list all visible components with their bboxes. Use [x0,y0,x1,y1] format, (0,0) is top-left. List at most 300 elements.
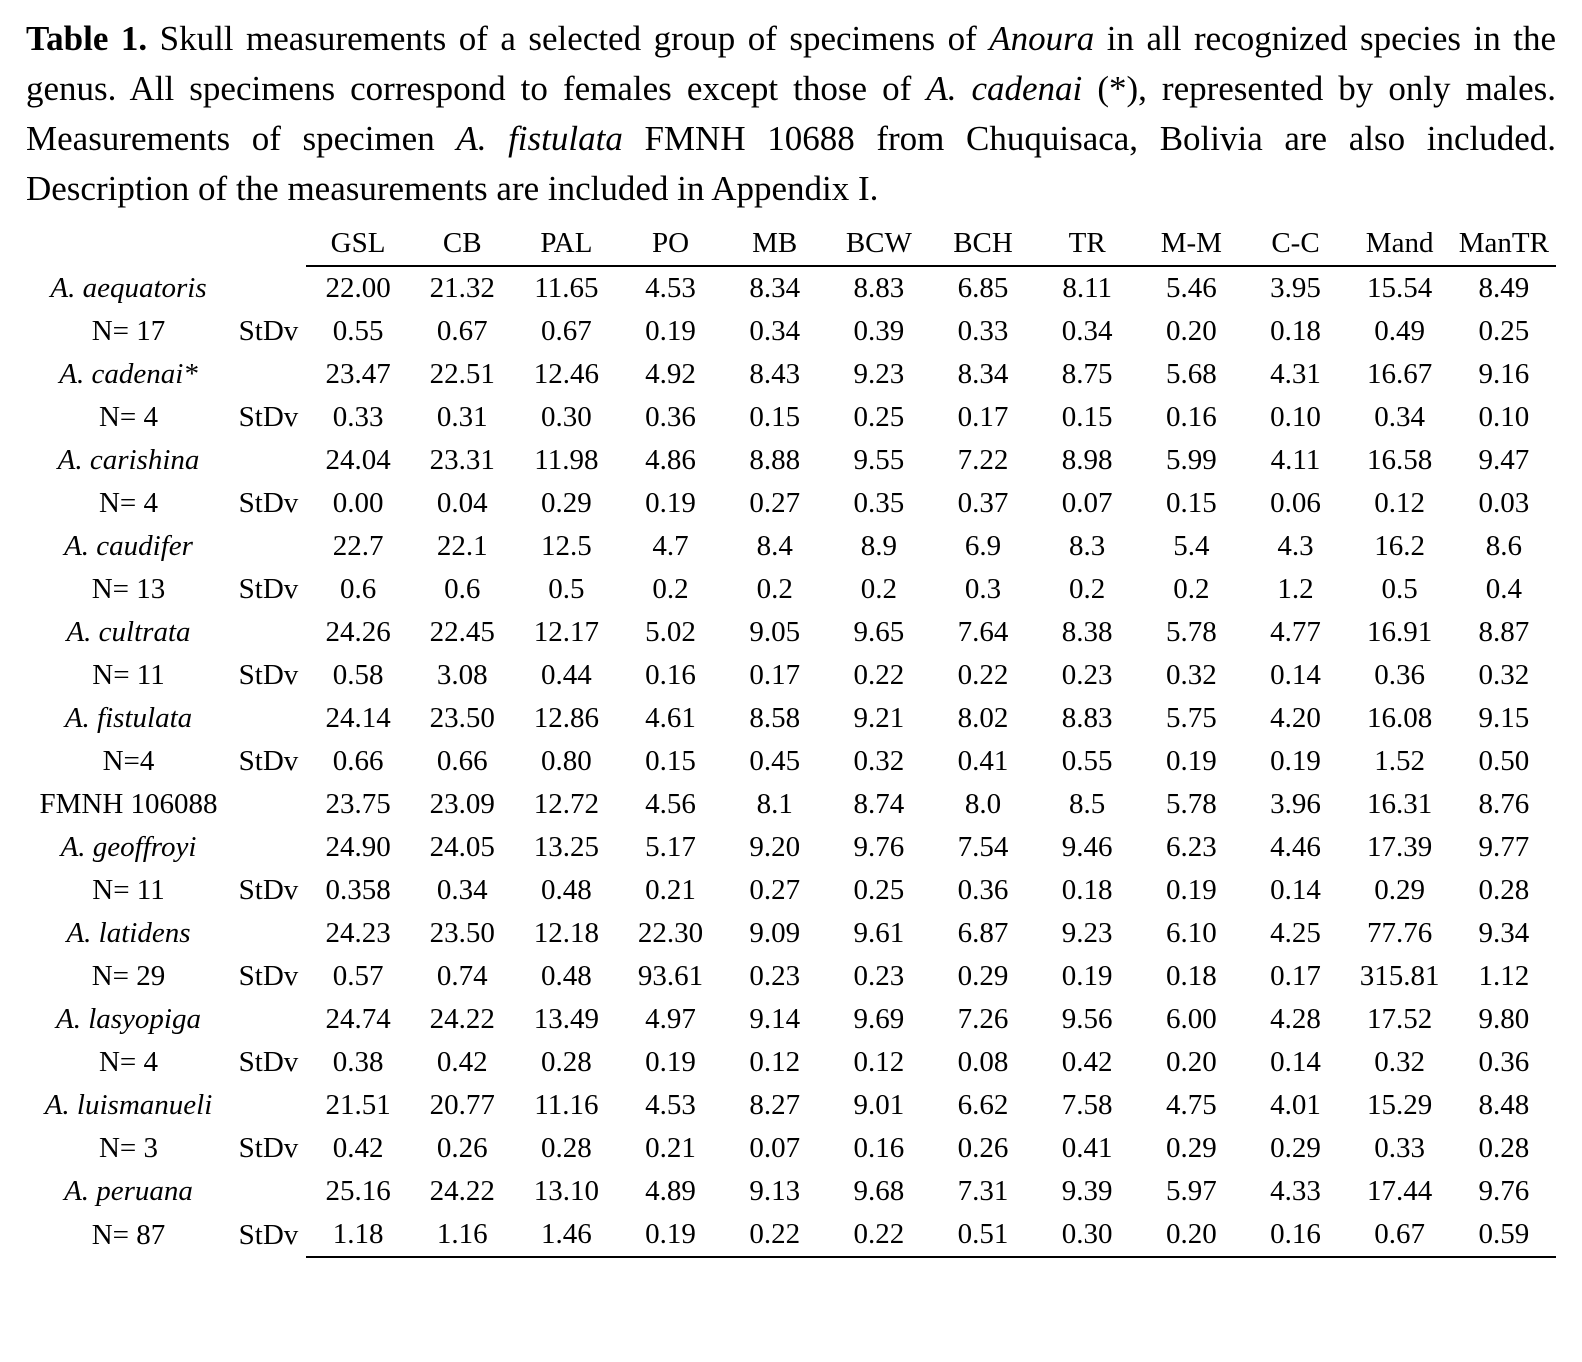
value-cell: 0.2 [1069,573,1106,606]
table-row [26,912,1556,955]
value-cell: 9.05 [749,616,801,649]
stdv-cell [231,439,306,482]
value-cell: 9.47 [1478,444,1530,477]
value-cell: 0.34 [436,874,488,907]
value-cell: 8.5 [1069,788,1106,821]
value-cell: 0.55 [332,315,384,348]
caption-text: in all recognized species in the genus. All specimens correspond to females except those of [26,19,1557,109]
header-spacer-name [26,222,231,266]
value-cell: 9.55 [853,444,905,477]
species-cell: A. carishina [57,444,200,477]
value-cell: 6.23 [1165,831,1217,864]
value-cell: 24.22 [429,1003,495,1036]
value-cell: 0.42 [1061,1046,1113,1079]
value-cell: 5.17 [645,831,696,864]
value-cell: 0.21 [645,1132,696,1165]
value-cell: 4.33 [1270,1175,1321,1208]
value-cell: 9.34 [1478,917,1530,950]
species-cell: A. aequatoris [50,271,207,304]
row-label-cell: FMNH 106088 [39,788,218,821]
value-cell: 11.65 [534,272,599,305]
table-row [26,1041,1556,1084]
table-row [26,310,1556,353]
value-cell: 0.23 [1061,659,1113,692]
table-row [26,826,1556,869]
column-header: TR [1035,222,1139,266]
value-cell: 0.25 [1478,315,1530,348]
value-cell: 21.32 [429,272,495,305]
value-cell: 0.36 [1478,1046,1530,1079]
value-cell: 22.30 [637,917,704,950]
value-cell: 0.5 [1381,573,1418,606]
species-cell: A. caudifer [64,530,193,563]
value-cell: 0.20 [1139,1213,1243,1257]
row-label-cell: N= 3 [98,1132,159,1165]
value-cell: 4.31 [1270,358,1321,391]
table-row [26,568,1556,611]
value-cell: 0.41 [957,745,1009,778]
value-cell: 0.10 [1270,401,1321,434]
value-cell: 4.25 [1270,917,1321,950]
value-cell: 0.67 [436,315,488,348]
value-cell: 0.34 [1374,401,1426,434]
row-label-cell: N= 29 [91,960,166,993]
value-cell: 7.64 [957,616,1009,649]
value-cell: 0.66 [436,745,488,778]
value-cell: 0.34 [1061,315,1113,348]
value-cell: 0.30 [541,401,592,434]
value-cell: 0.4 [1485,573,1522,606]
value-cell: 0.22 [853,659,905,692]
value-cell: 0.16 [1165,401,1217,434]
row-label-cell: N= 11 [92,659,165,692]
value-cell: 24.22 [429,1175,495,1208]
stdv-cell [231,826,306,869]
caption-text: FMNH 10688 from Chuquisaca, Bolivia are also included. Description of the measurements are included in Appendix I. [26,119,1556,209]
value-cell: 11.16 [534,1089,599,1122]
value-cell: 8.87 [1478,616,1530,649]
value-cell: 4.56 [645,788,696,821]
measurements-table [26,222,1556,1258]
column-header: GSL [306,222,410,266]
value-cell: 23.09 [429,788,495,821]
column-header: PAL [514,222,618,266]
value-cell: 1.12 [1478,960,1530,993]
value-cell: 16.67 [1367,358,1433,391]
table-row [26,654,1556,697]
column-header: M-M [1139,222,1243,266]
value-cell: 17.52 [1367,1003,1433,1036]
value-cell: 12.86 [533,702,600,735]
value-cell: 0.32 [1478,659,1530,692]
value-cell: 0.19 [618,1213,722,1257]
value-cell: 0.19 [645,1046,696,1079]
table-row [26,1127,1556,1170]
value-cell: 0.39 [853,315,905,348]
value-cell: 6.10 [1165,917,1217,950]
value-cell: 0.67 [1348,1213,1452,1257]
value-cell: 0.12 [749,1046,801,1079]
value-cell: 25.16 [325,1175,391,1208]
value-cell: 0.28 [1478,1132,1530,1165]
stdv-cell [231,1170,306,1213]
value-cell: 4.3 [1277,530,1314,563]
column-header: BCW [827,222,931,266]
value-cell: 0.29 [541,487,592,520]
value-cell: 0.28 [541,1132,592,1165]
stdv-cell: StDv [238,401,299,434]
value-cell: 11.98 [534,444,599,477]
row-label-cell: N= 11 [92,874,165,907]
value-cell: 0.29 [1165,1132,1217,1165]
value-cell: 6.85 [957,272,1009,305]
value-cell: 23.47 [325,358,391,391]
value-cell: 9.61 [853,917,905,950]
value-cell: 22.45 [429,616,495,649]
value-cell: 0.37 [957,487,1009,520]
value-cell: 24.26 [325,616,391,649]
value-cell: 8.1 [756,788,793,821]
value-cell: 315.81 [1359,960,1440,993]
row-label-cell: N= 13 [91,573,166,606]
table-row [26,740,1556,783]
value-cell: 3.95 [1270,272,1321,305]
value-cell: 0.33 [332,401,384,434]
value-cell: 0.42 [436,1046,488,1079]
value-cell: 8.6 [1485,530,1522,563]
species-cell: A. luismanueli [44,1089,213,1122]
value-cell: 0.6 [339,573,377,606]
value-cell: 0.25 [853,401,905,434]
value-cell: 0.6 [444,573,481,606]
value-cell: 0.14 [1270,1046,1321,1079]
value-cell: 16.58 [1367,444,1433,477]
value-cell: 0.07 [1061,487,1113,520]
value-cell: 8.76 [1478,788,1530,821]
value-cell: 5.02 [645,616,696,649]
table-row [26,482,1556,525]
value-cell: 0.36 [957,874,1009,907]
value-cell: 16.91 [1367,616,1433,649]
stdv-cell: StDv [238,1046,299,1079]
value-cell: 5.68 [1165,358,1217,391]
species-cell: A. cultrata [66,616,191,649]
value-cell: 0.59 [1452,1213,1556,1257]
value-cell: 0.23 [853,960,905,993]
value-cell: 4.46 [1270,831,1321,864]
value-cell: 0.03 [1478,487,1530,520]
value-cell: 9.14 [749,1003,801,1036]
stdv-cell [231,1084,306,1127]
value-cell: 13.10 [533,1175,600,1208]
row-label-cell: N=4 [102,745,155,778]
value-cell: 9.15 [1478,702,1530,735]
value-cell: 24.90 [325,831,391,864]
value-cell: 8.83 [853,272,905,305]
value-cell: 0.2 [860,573,897,606]
value-cell: 4.86 [645,444,696,477]
value-cell: 3.08 [436,659,488,692]
value-cell: 16.2 [1374,530,1426,563]
value-cell: 0.51 [931,1213,1035,1257]
value-cell: 0.41 [1061,1132,1113,1165]
value-cell: 1.16 [410,1213,514,1257]
value-cell: 8.75 [1061,358,1113,391]
value-cell: 0.15 [1165,487,1217,520]
value-cell: 22.1 [436,530,488,563]
value-cell: 0.19 [1165,874,1217,907]
value-cell: 8.34 [749,272,801,305]
row-label-cell: N= 4 [98,487,159,520]
stdv-cell: StDv [238,1218,299,1251]
value-cell: 0.19 [645,315,696,348]
value-cell: 7.26 [957,1003,1009,1036]
value-cell: 0.67 [541,315,592,348]
table-row [26,955,1556,998]
stdv-cell [231,611,306,654]
value-cell: 9.46 [1061,831,1113,864]
value-cell: 5.46 [1165,272,1217,305]
value-cell: 9.23 [1061,917,1113,950]
caption-label: Table 1. [26,19,148,58]
species-cell: A. fistulata [64,702,193,735]
value-cell: 0.34 [749,315,801,348]
value-cell: 1.2 [1277,573,1314,606]
caption-text: (*), represented by only males. Measurements of specimen [26,69,1556,159]
row-label-cell: N= 4 [98,1046,159,1079]
value-cell: 0.18 [1165,960,1217,993]
caption-text: Skull measurements of a selected group of specimens of [147,19,990,58]
value-cell: 0.16 [853,1132,905,1165]
value-cell: 0.22 [723,1213,827,1257]
value-cell: 12.18 [533,917,600,950]
value-cell: 0.74 [436,960,488,993]
value-cell: 4.11 [1270,444,1321,477]
value-cell: 1.52 [1374,745,1426,778]
value-cell: 9.21 [853,702,905,735]
value-cell: 0.55 [1061,745,1113,778]
value-cell: 0.44 [541,659,592,692]
value-cell: 17.39 [1367,831,1433,864]
value-cell: 0.17 [957,401,1009,434]
value-cell: 16.31 [1367,788,1433,821]
value-cell: 0.25 [853,874,905,907]
value-cell: 6.00 [1165,1003,1217,1036]
value-cell: 0.2 [1173,573,1210,606]
value-cell: 8.49 [1478,272,1530,305]
value-cell: 4.53 [645,1089,696,1122]
value-cell: 0.49 [1374,315,1426,348]
value-cell: 6.87 [957,917,1009,950]
value-cell: 8.11 [1062,272,1113,305]
value-cell: 9.20 [749,831,801,864]
species-cell: A. cadenai* [59,358,198,391]
value-cell: 0.16 [645,659,696,692]
value-cell: 4.28 [1270,1003,1321,1036]
value-cell: 23.75 [325,788,391,821]
value-cell: 9.76 [1478,1175,1530,1208]
value-cell: 8.48 [1478,1089,1530,1122]
value-cell: 17.44 [1367,1175,1433,1208]
value-cell: 4.53 [645,272,696,305]
value-cell: 0.50 [1478,745,1530,778]
value-cell: 20.77 [429,1089,495,1122]
value-cell: 0.10 [1478,401,1530,434]
stdv-cell: StDv [238,573,299,606]
value-cell: 7.22 [957,444,1009,477]
value-cell: 4.89 [645,1175,696,1208]
value-cell: 9.68 [853,1175,905,1208]
value-cell: 0.36 [1374,659,1426,692]
value-cell: 0.23 [749,960,801,993]
column-header: Mand [1348,222,1452,266]
value-cell: 8.83 [1061,702,1113,735]
value-cell: 9.13 [749,1175,801,1208]
column-header: BCH [931,222,1035,266]
table-caption [26,14,1556,214]
species-cell: A. peruana [64,1175,193,1208]
stdv-cell [231,266,306,310]
value-cell: 0.32 [853,745,905,778]
value-cell: 4.75 [1165,1089,1217,1122]
value-cell: 0.22 [827,1213,931,1257]
value-cell: 5.97 [1165,1175,1217,1208]
column-header: PO [618,222,722,266]
value-cell: 9.76 [853,831,905,864]
value-cell: 0.29 [1374,874,1426,907]
value-cell: 0.19 [1061,960,1113,993]
value-cell: 13.25 [533,831,600,864]
value-cell: 0.04 [436,487,488,520]
value-cell: 4.97 [645,1003,696,1036]
value-cell: 7.54 [957,831,1009,864]
caption-text: Anoura [989,19,1095,58]
value-cell: 0.28 [541,1046,592,1079]
stdv-cell: StDv [238,960,299,993]
value-cell: 9.09 [749,917,801,950]
stdv-cell: StDv [238,487,299,520]
value-cell: 0.18 [1270,315,1321,348]
value-cell: 0.17 [749,659,801,692]
value-cell: 0.32 [1374,1046,1426,1079]
value-cell: 4.01 [1270,1089,1321,1122]
column-header: CB [410,222,514,266]
value-cell: 15.54 [1367,272,1433,305]
value-cell: 15.29 [1367,1089,1433,1122]
value-cell: 24.23 [325,917,391,950]
value-cell: 23.31 [429,444,495,477]
value-cell: 8.3 [1069,530,1106,563]
value-cell: 9.23 [853,358,905,391]
header-row [26,222,1556,266]
table-row [26,353,1556,396]
stdv-cell: StDv [238,1132,299,1165]
value-cell: 8.88 [749,444,801,477]
value-cell: 0.35 [853,487,905,520]
caption-text: A. fistulata [456,119,623,159]
value-cell: 0.26 [436,1132,488,1165]
value-cell: 4.20 [1270,702,1321,735]
value-cell: 24.04 [325,444,391,477]
value-cell: 93.61 [637,960,704,993]
value-cell: 16.08 [1367,702,1433,735]
stdv-cell: StDv [238,659,299,692]
stdv-cell: StDv [238,745,299,778]
value-cell: 0.00 [332,487,384,520]
value-cell: 0.58 [332,659,384,692]
value-cell: 13.49 [533,1003,600,1036]
value-cell: 4.92 [645,358,696,391]
value-cell: 0.32 [1165,659,1217,692]
value-cell: 0.57 [332,960,384,993]
value-cell: 8.98 [1061,444,1113,477]
value-cell: 3.96 [1270,788,1321,821]
value-cell: 1.46 [514,1213,618,1257]
value-cell: 0.21 [645,874,696,907]
value-cell: 0.19 [1165,745,1217,778]
value-cell: 9.65 [853,616,905,649]
value-cell: 12.72 [533,788,600,821]
value-cell: 0.06 [1270,487,1321,520]
value-cell: 7.58 [1061,1089,1113,1122]
value-cell: 0.17 [1270,960,1321,993]
value-cell: 0.15 [645,745,696,778]
value-cell: 0.20 [1165,1046,1217,1079]
value-cell: 7.31 [957,1175,1009,1208]
value-cell: 0.12 [1374,487,1426,520]
value-cell: 0.33 [957,315,1009,348]
stdv-cell [231,697,306,740]
table-row [26,266,1556,310]
species-cell: A. lasyopiga [56,1003,201,1036]
table-row [26,783,1556,826]
value-cell: 0.19 [1270,745,1321,778]
value-cell: 22.51 [429,358,495,391]
value-cell: 8.74 [853,788,905,821]
stdv-cell: StDv [238,315,299,348]
value-cell: 9.77 [1478,831,1530,864]
species-cell: A. geoffroyi [60,831,197,864]
column-header: MB [723,222,827,266]
table-body [26,266,1556,1257]
value-cell: 8.38 [1061,616,1113,649]
value-cell: 0.28 [1478,874,1530,907]
value-cell: 8.02 [957,702,1009,735]
value-cell: 8.27 [749,1089,801,1122]
stdv-cell: StDv [238,874,299,907]
value-cell: 0.20 [1165,315,1217,348]
value-cell: 9.39 [1061,1175,1113,1208]
value-cell: 9.69 [853,1003,905,1036]
value-cell: 0.48 [541,960,592,993]
value-cell: 0.07 [749,1132,801,1165]
header-spacer-stdv [231,222,306,266]
value-cell: 8.4 [756,530,793,563]
value-cell: 0.29 [957,960,1009,993]
value-cell: 0.30 [1035,1213,1139,1257]
value-cell: 1.18 [306,1213,410,1257]
value-cell: 0.19 [645,487,696,520]
value-cell: 5.78 [1165,788,1217,821]
value-cell: 0.16 [1243,1213,1347,1257]
value-cell: 8.0 [964,788,1002,821]
value-cell: 0.12 [853,1046,905,1079]
row-label-cell: N= 87 [91,1218,166,1251]
table-row [26,869,1556,912]
column-header: C-C [1243,222,1347,266]
value-cell: 5.4 [1173,530,1210,563]
row-label-cell: N= 17 [91,315,166,348]
